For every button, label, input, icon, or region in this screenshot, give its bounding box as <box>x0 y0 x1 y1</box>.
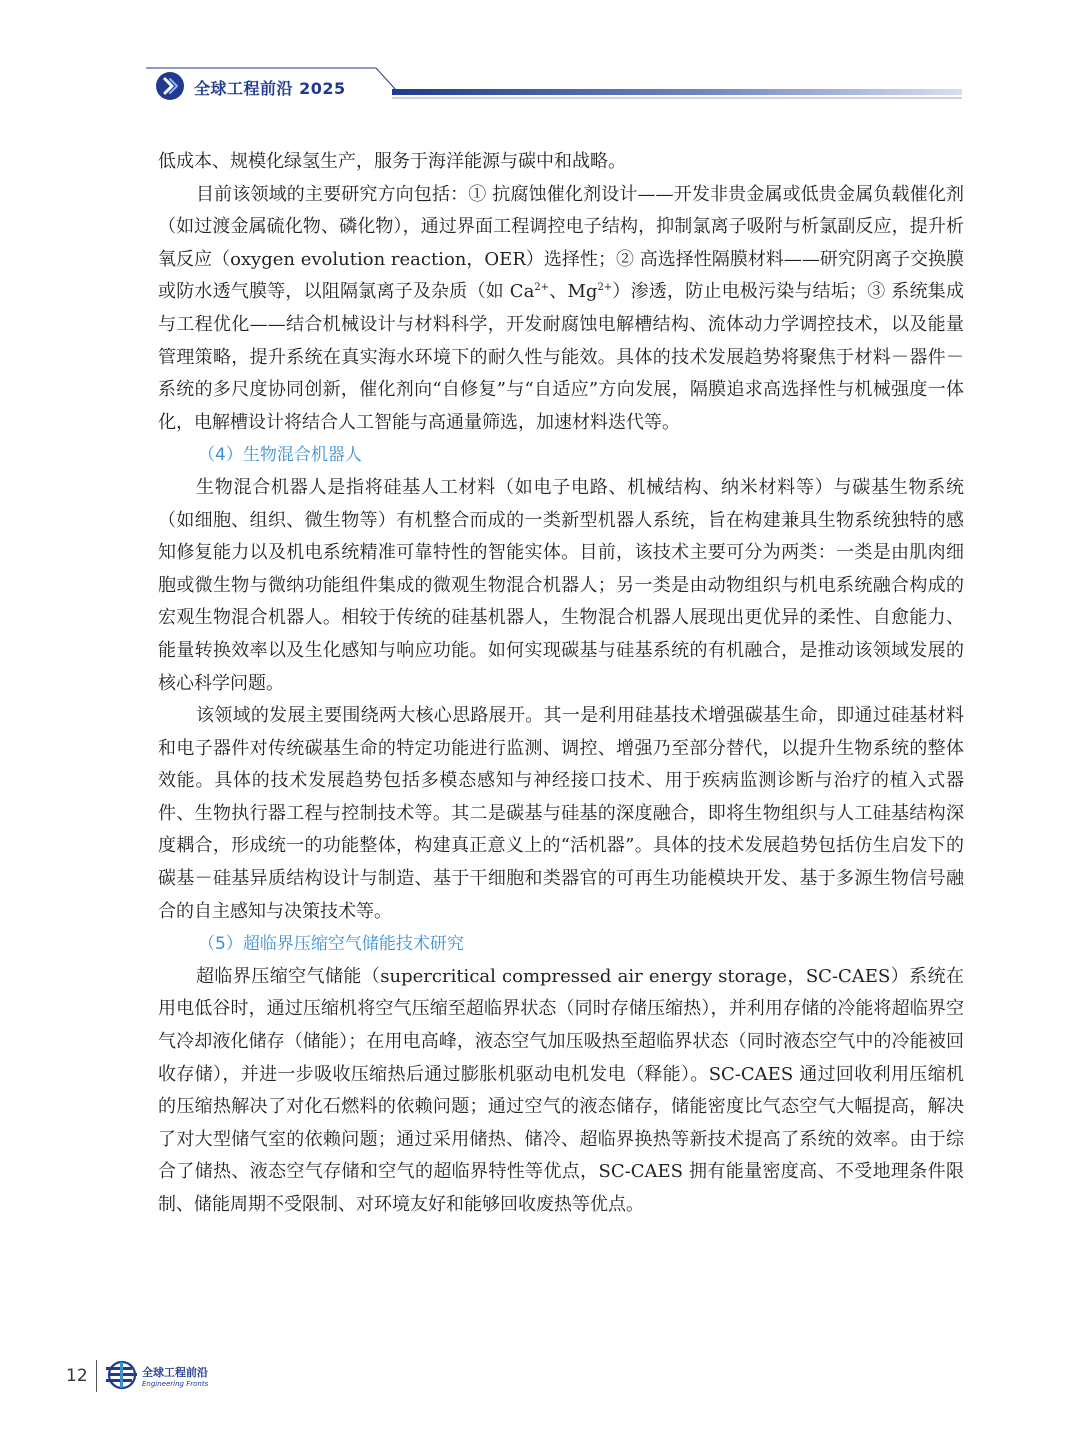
paragraph-biohybrid-definition: 生物混合机器人是指将硅基人工材料（如电子电路、机械结构、纳米材料等）与碳基生物系统（如细胞、组织、微生物等）有机整合而成的一类新型机器人系统，旨在构建兼具生物系统独特的感知修复能力以及机电系统精准可靠特性的智能实体。目前，该技术主要可分为两类：一类是由肌肉细胞或微生物与微纳功能组件集成的微观生物混合机器人；另一类是由动物组织与机电系统融合构成的宏观生物混合机器人。相较于传统的硅基机器人，生物混合机器人展现出更优异的柔性、自愈能力、能量转换效率以及生化感知与响应功能。如何实现碳基与硅基系统的有机融合，是推动该领域发展的核心科学问题。 <box>158 476 964 694</box>
header-title: 全球工程前沿 2025 <box>194 79 346 98</box>
paragraph-text: 、Mg <box>549 281 598 303</box>
section-heading-sc-caes: （5）超临界压缩空气储能技术研究 <box>198 934 464 955</box>
paragraph-biohybrid-development: 该领域的发展主要围绕两大核心思路展开。其一是利用硅基技术增强碳基生命，即通过硅基材料和电子器件对传统碳基生命的特定功能进行监测、调控、增强乃至部分替代，以提升生物系统的整体效能。具体的技术发展趋势包括多模态感知与神经接口技术、用于疾病监测诊断与治疗的植入式器件、生物执行器工程与控制技术等。其二是碳基与硅基的深度融合，即将生物组织与人工硅基结构深度耦合，形成统一的功能整体，构建真正意义上的“活机器”。具体的技术发展趋势包括仿生启发下的碳基－硅基异质结构设计与制造、基于干细胞和类器官的可再生功能模块开发、基于多源生物信号融合的自主感知与决策技术等。 <box>158 705 964 922</box>
page-footer <box>0 1356 1080 1396</box>
footer-divider <box>96 1360 97 1392</box>
superscript-charge: 2+ <box>597 282 613 294</box>
superscript-charge: 2+ <box>534 282 550 294</box>
page-header <box>0 64 1080 114</box>
chevron-right-icon <box>156 72 184 100</box>
globe-logo-icon <box>104 1358 140 1392</box>
section-heading-biohybrid-robots: （4）生物混合机器人 <box>198 445 362 466</box>
paragraph-text: 目前该领域的主要研究方向包括：① 抗腐蚀催化剂设计——开发非贵金属或低贵金属负载催化剂（如过渡金属硫化物、磷化物），通过界面工程调控电子结构，抑制氯离子吸附与析氯副反应，提升析氧反应（oxygen evolution reaction，OER）选择性；② 高选择性隔膜材料——研究阴离子交换膜或防水透气膜等，以阻隔氯离子及杂质（如 Ca <box>158 183 964 303</box>
footer-brand-english: Engineering Fronts <box>142 1380 209 1388</box>
paragraph-continued: 低成本、规模化绿氢生产，服务于海洋能源与碳中和战略。 <box>158 151 626 172</box>
footer-brand: 全球工程前沿 <box>142 1366 208 1379</box>
paragraph-sc-caes: 超临界压缩空气储能（supercritical compressed air energy storage，SC-CAES）系统在用电低谷时，通过压缩机将空气压缩至超临界状态（同时存储压缩热），并利用存储的冷能将超临界空气冷却液化储存（储能）；在用电高峰，液态空气加压吸热至超临界状态（同时液态空气中的冷能被回收存储），并进一步吸收压缩热后通过膨胀机驱动电机发电（释能）。SC-CAES 通过回收利用压缩机的压缩热解决了对化石燃料的依赖问题；通过空气的液态储存，储能密度比气态空气大幅提高，解决了对大型储气室的依赖问题；通过采用储热、储冷、超临界换热等新技术提高了系统的效率。由于综合了储热、液态空气存储和空气的超临界特性等优点，SC-CAES 拥有能量密度高、不受地理条件限制、储能周期不受限制、对环境友好和能够回收废热等优点。 <box>158 965 964 1215</box>
paragraph-research-directions <box>158 179 964 440</box>
article-body <box>158 146 964 1222</box>
page-number: 12 <box>66 1366 88 1386</box>
paragraph-text: ）渗透，防止电极污染与结垢；③ 系统集成与工程优化——结合机械设计与材料科学，开发耐腐蚀电解槽结构、流体动力学调控技术，以及能量管理策略，提升系统在真实海水环境下的耐久性与能效。具体的技术发展趋势将聚焦于材料－器件－系统的多尺度协同创新，催化剂向“自修复”与“自适应”方向发展，隔膜追求高选择性与机械强度一体化，电解槽设计将结合人工智能与高通量筛选，加速材料迭代等。 <box>158 281 964 433</box>
